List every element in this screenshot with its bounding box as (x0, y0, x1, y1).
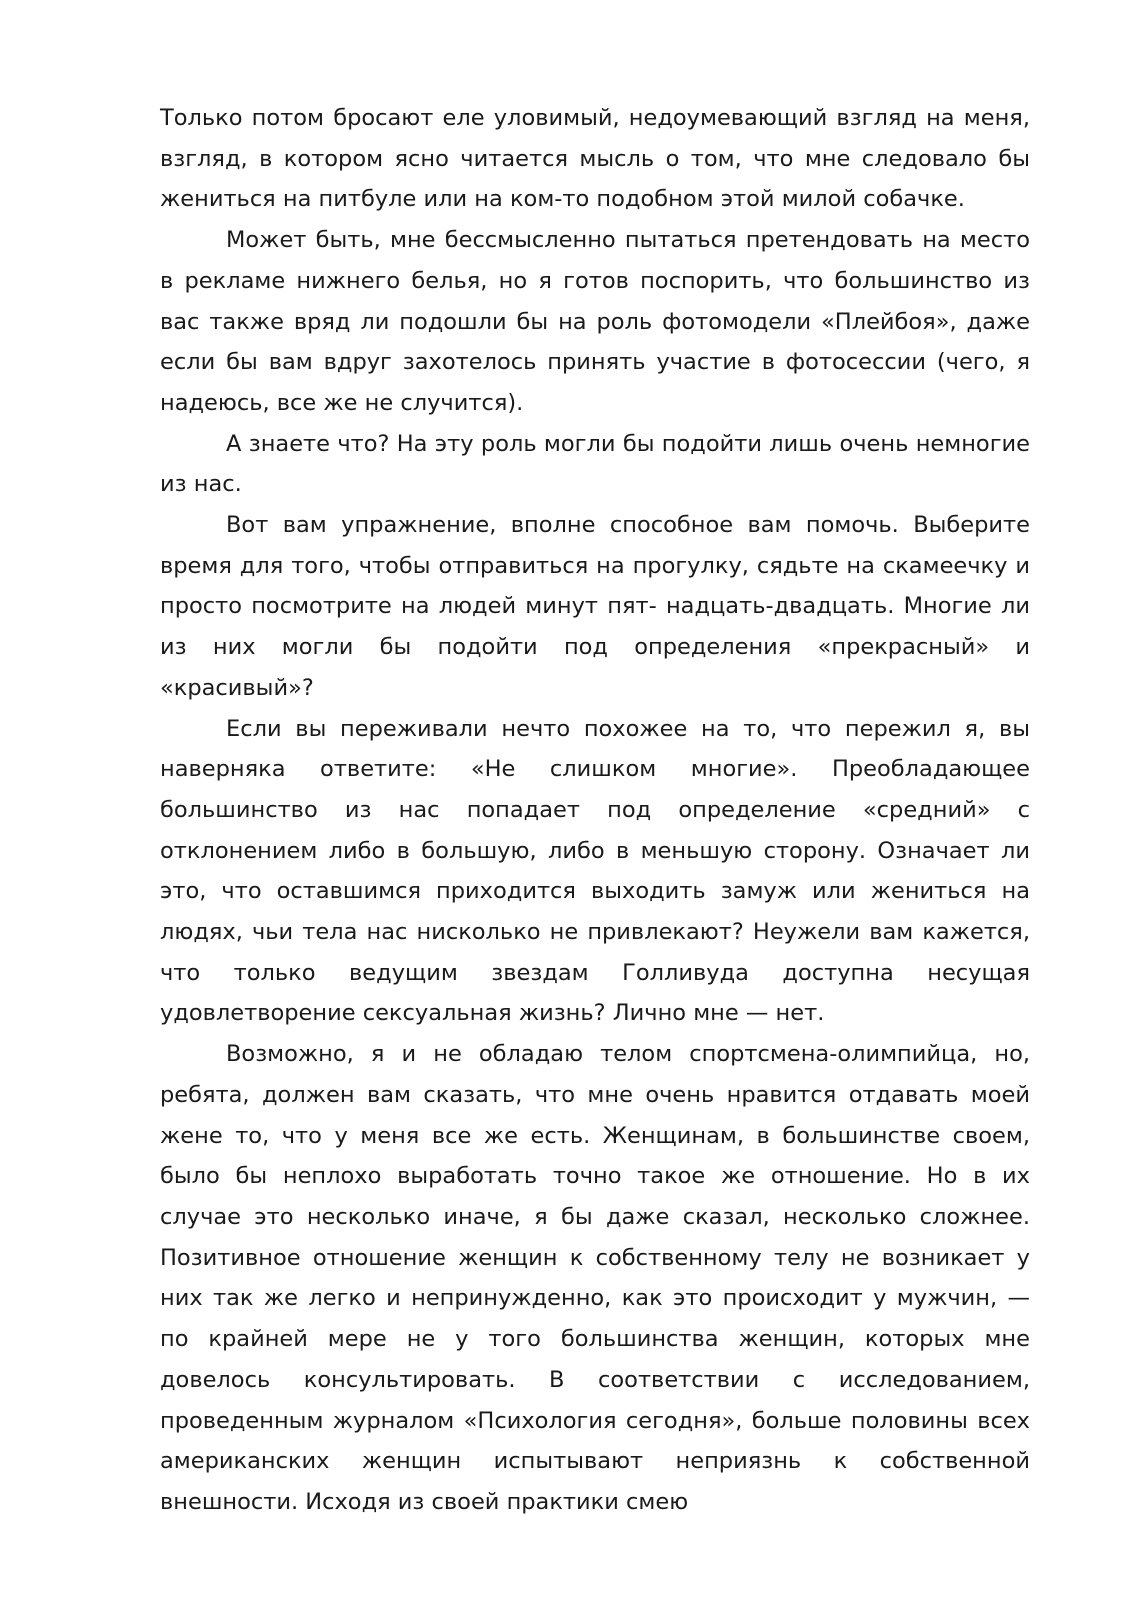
paragraph: А знаете что? На эту роль могли бы подойти лишь очень немногие из нас. (160, 430, 1030, 498)
paragraph: Если вы переживали нечто похожее на то, что пережил я, вы наверняка ответите: «Не слишком многие». Преобладающее большинство из нас попадает под определение «средний» с отклонением либо в большую, либо в меньшую сторону. Означает ли это, что оставшимся приходится выходить замуж или жениться на людях, чьи тела нас нисколько не привлекают? Неужели вам кажется, что только ведущим звездам Голливуда доступна несущая удовлетворение сексуальная жизнь? Лично мне — нет. (160, 715, 1030, 1027)
text-body (160, 98, 1030, 1523)
paragraph-continuation: Только потом бросают еле уловимый, недоумевающий взгляд на меня, взгляд, в котором ясно читается мысль о том, что мне следовало бы жениться на питбуле или на ком-то подобном этой милой собачке. (160, 105, 1030, 213)
paragraph: Возможно, я и не обладаю телом спортсмена-олимпийца, но, ребята, должен вам сказать, что мне очень нравится отдавать моей жене то, что у меня все же есть. Женщинам, в большинстве своем, было бы неплохо выработать точно такое же отношение. Но в их случае это несколько иначе, я бы даже сказал, несколько сложнее. Позитивное отношение женщин к собственному телу не возникает у них так же легко и непринужденно, как это происходит у мужчин, — по крайней мере не у того большинства женщин, которых мне довелось консультировать. В соответствии с исследованием, проведенным журналом «Психология сегодня», больше половины всех американских женщин испытывают неприязнь к собственной внешности. Исходя из своей практики смею (160, 1041, 1030, 1515)
paragraph: Вот вам упражнение, вполне способное вам помочь. Выберите время для того, чтобы отправиться на прогулку, сядьте на скамеечку и просто посмотрите на людей минут пят- надцать-двадцать. Многие ли из них могли бы подойти под определения «прекрасный» и «красивый»? (160, 512, 1030, 701)
paragraph: Может быть, мне бессмысленно пытаться претендовать на место в рекламе нижнего белья, но я готов поспорить, что большинство из вас также вряд ли подошли бы на роль фотомодели «Плейбоя», даже если бы вам вдруг захотелось принять участие в фотосессии (чего, я надеюсь, все же не случится). (160, 227, 1030, 416)
